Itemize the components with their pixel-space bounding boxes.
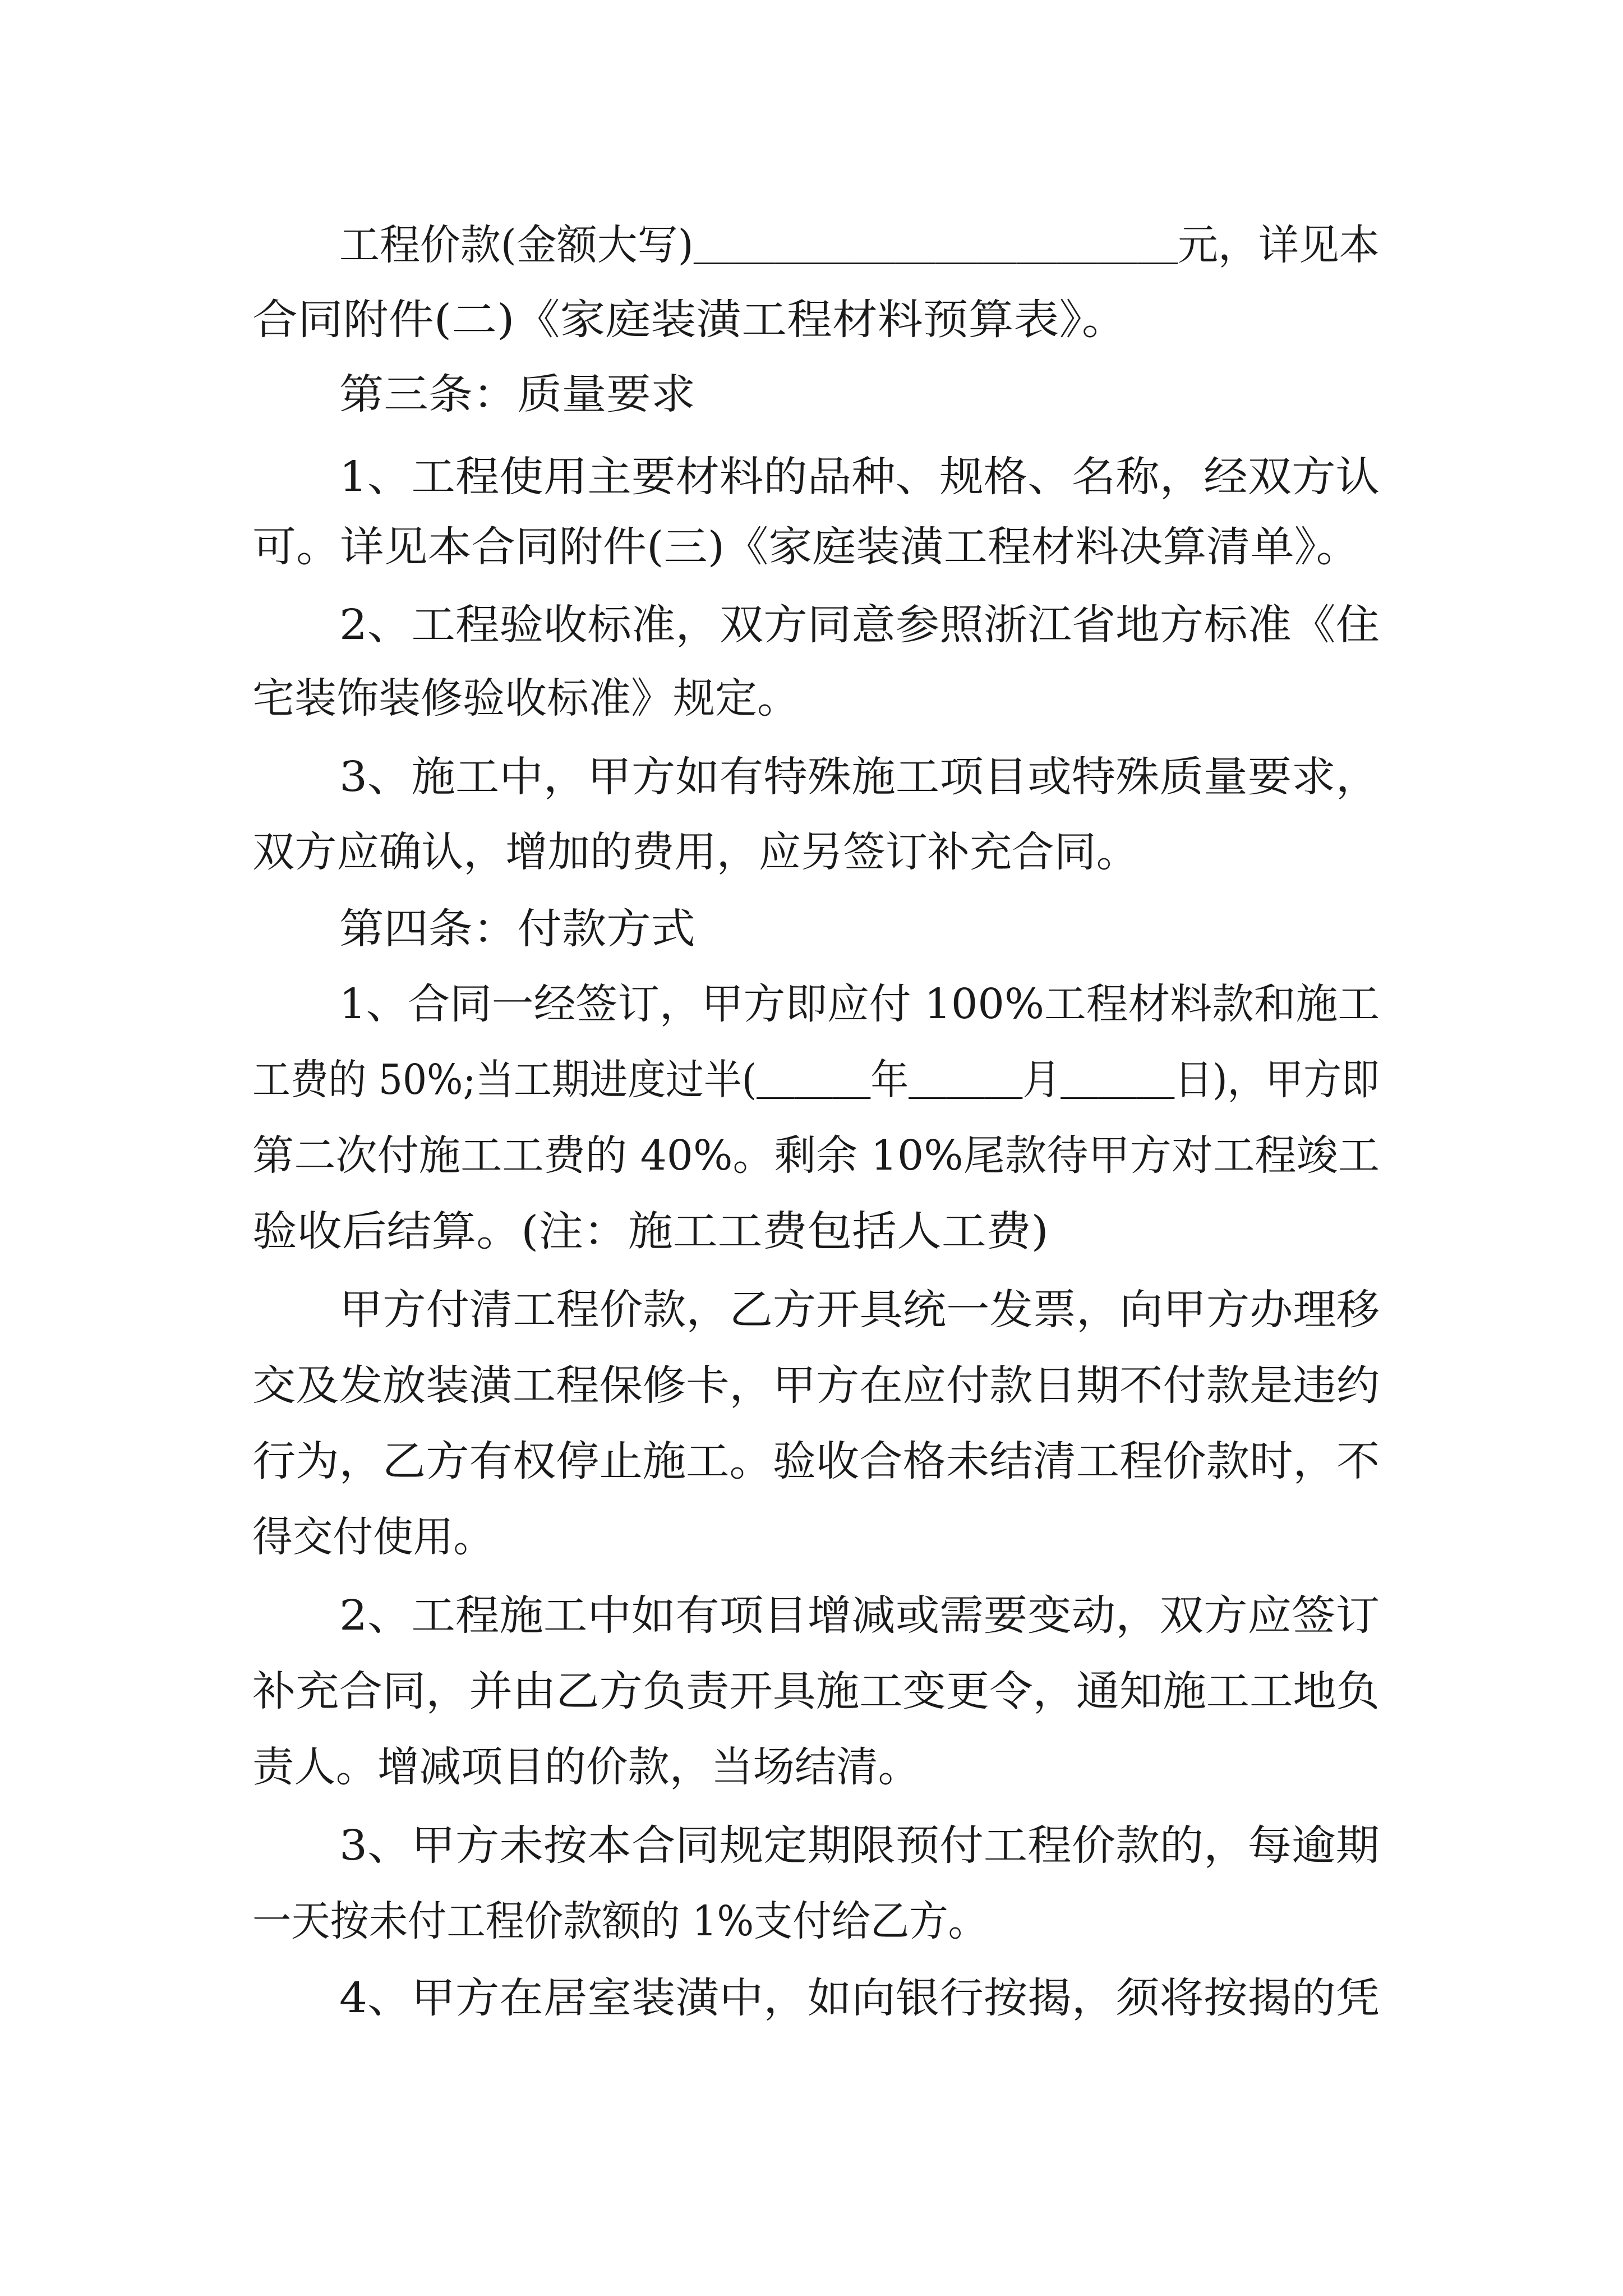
text-line: 2、工程施工中如有项目增减或需要变动，双方应签订 xyxy=(339,1591,1380,1640)
text-line: 验收后结算。(注：施工工费包括人工费) xyxy=(252,1207,1049,1255)
text-line: 3、甲方未按本合同规定期限预付工程价款的，每逾期 xyxy=(339,1821,1380,1870)
text-line: 补充合同，并由乙方负责开具施工变更令，通知施工工地负 xyxy=(252,1667,1380,1715)
text-line: 1、合同一经签订，甲方即应付 100%工程材料款和施工 xyxy=(339,980,1380,1028)
text-line: 双方应确认，增加的费用，应另签订补充合同。 xyxy=(252,828,1138,876)
text-line: 甲方付清工程价款，乙方开具统一发票，向甲方办理移 xyxy=(339,1286,1380,1334)
section-heading: 第四条：付款方式 xyxy=(339,905,695,953)
text-line: 第二次付施工工费的 40%。剩余 10%尾款待甲方对工程竣工 xyxy=(252,1131,1380,1180)
text-line: 工费的 50%;当工期进度过半(＿＿＿年＿＿＿月＿＿＿日)，甲方即 xyxy=(252,1056,1380,1104)
text-line: 2、工程验收标准，双方同意参照浙江省地方标准《住 xyxy=(339,601,1380,649)
text-line: 合同附件(二)《家庭装潢工程材料预算表》。 xyxy=(252,296,1127,344)
text-line: 可。详见本合同附件(三)《家庭装潢工程材料决算清单》。 xyxy=(252,523,1360,571)
text-line: 工程价款(金额大写)＿＿＿＿＿＿＿＿＿＿＿＿元，详见本 xyxy=(339,221,1380,269)
text-line: 4、甲方在居室装潢中，如向银行按揭，须将按揭的凭 xyxy=(339,1974,1380,2022)
text-line: 交及发放装潢工程保修卡，甲方在应付款日期不付款是违约 xyxy=(252,1361,1380,1410)
text-line: 宅装饰装修验收标准》规定。 xyxy=(252,674,799,723)
text-line: 责人。增减项目的价款，当场结清。 xyxy=(252,1743,920,1791)
text-line: 1、工程使用主要材料的品种、规格、名称，经双方认 xyxy=(339,453,1380,501)
section-heading: 第三条：质量要求 xyxy=(339,370,695,418)
text-line: 3、施工中，甲方如有特殊施工项目或特殊质量要求， xyxy=(339,753,1380,801)
text-line: 行为，乙方有权停止施工。验收合格未结清工程价款时，不 xyxy=(252,1437,1380,1485)
text-line: 得交付使用。 xyxy=(252,1513,494,1561)
text-line: 一天按未付工程价款额的 1%支付给乙方。 xyxy=(252,1897,987,1945)
